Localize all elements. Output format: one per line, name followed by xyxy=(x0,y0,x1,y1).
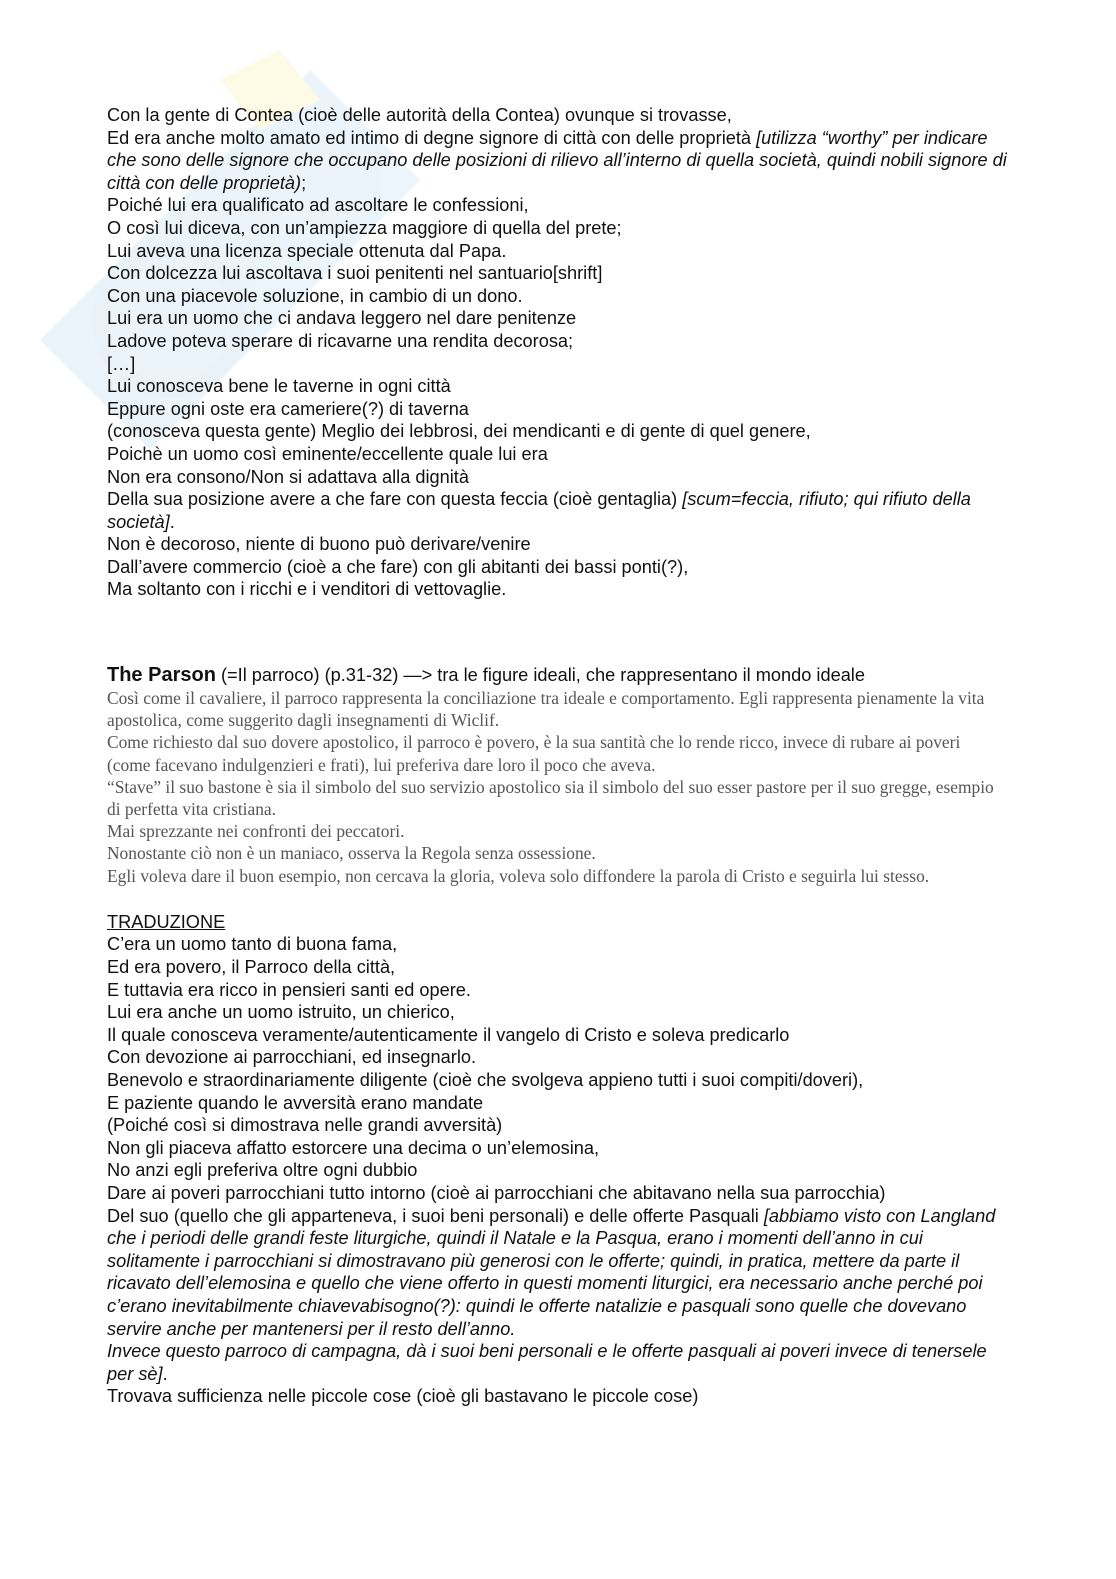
translation-line: Con devozione ai parrocchiani, ed insegnarlo. xyxy=(107,1047,477,1068)
text-line: Poichè un uomo così eminente/eccellente quale lui era xyxy=(107,443,548,464)
text-line: Non era consono/Non si adattava alla dignità xyxy=(107,466,469,487)
heading-subtitle: (=Il parroco) (p.31-32) —> tra le figure ideali, che rappresentano il mondo ideale xyxy=(215,665,865,686)
translation-line: Dare ai poveri parrocchiani tutto intorno (cioè ai parrocchiani che abitavano nella sua parrocchia) xyxy=(107,1183,886,1204)
line-tail: ; xyxy=(301,172,307,193)
translation-line: (Poiché così si dimostrava nelle grandi avversità) xyxy=(107,1115,503,1136)
text-line: Lui conosceva bene le taverne in ogni città xyxy=(107,376,451,397)
text-line: Con una piacevole soluzione, in cambio di un dono. xyxy=(107,285,523,306)
text-line: Con la gente di Contea (cioè delle autorità della Contea) ovunque si trovasse, xyxy=(107,105,732,125)
translation-line: Ed era povero, il Parroco della città, xyxy=(107,957,396,978)
translation-line: Benevolo e straordinariamente diligente (cioè che svolgeva appieno tutti i suoi compiti/doveri), xyxy=(107,1070,864,1091)
translation-line-offerings-note xyxy=(107,1340,1007,1385)
italic-note: Invece questo parroco di campagna, dà i suoi beni personali e le offerte pasquali ai poveri invece di tenersele per sè] xyxy=(107,1341,987,1384)
translation-line: Il quale conosceva veramente/autenticamente il vangelo di Cristo e soleva predicarlo xyxy=(107,1024,790,1045)
intro-paragraph: Egli voleva dare il buon esempio, non cercava la gloria, voleva solo diffondere la parola di Cristo e seguirla lui stesso. xyxy=(107,865,930,886)
text-line: Con dolcezza lui ascoltava i suoi penitenti nel santuario[shrift] xyxy=(107,263,603,284)
intro-paragraph: Nonostante ciò non è un maniaco, osserva la Regola senza ossessione. xyxy=(107,843,596,864)
intro-paragraph: “Stave” il suo bastone è sia il simbolo del suo servizio apostolico sia il simbolo del suo esser pastore per il suo gregge, esempio di perfetta vita cristiana. xyxy=(107,776,994,820)
text-line: O così lui diceva, con un’ampiezza maggiore di quella del prete; xyxy=(107,217,622,238)
translation-line-offerings xyxy=(107,1205,1007,1341)
translation-line: Lui era anche un uomo istruito, un chierico, xyxy=(107,1002,455,1023)
heading-title: The Parson xyxy=(107,664,216,687)
text-line: Ma soltanto con i ricchi e i venditori di vettovaglie. xyxy=(107,579,507,600)
text-line: Lui era un uomo che ci andava leggero nel dare penitenze xyxy=(107,308,577,329)
text-line: […] xyxy=(107,353,136,374)
document-body xyxy=(107,104,1007,1408)
translation-line: No anzi egli preferiva oltre ogni dubbio xyxy=(107,1160,418,1181)
translation-line: E paziente quando le avversità erano mandate xyxy=(107,1092,484,1113)
text-line: (conosceva questa gente) Meglio dei lebbrosi, dei mendicanti e di gente di quel genere, xyxy=(107,421,811,442)
text-line: Ladove poteva sperare di ricavarne una rendita decorosa; xyxy=(107,330,574,351)
line-tail: . xyxy=(169,511,175,532)
text-line: Dall’avere commercio (cioè a che fare) con gli abitanti dei bassi ponti(?), xyxy=(107,556,689,577)
text-line: Lui aveva una licenza speciale ottenuta dal Papa. xyxy=(107,240,507,261)
line-main: Del suo (quello che gli apparteneva, i suoi beni personali) e delle offerte Pasquali xyxy=(107,1205,764,1226)
italic-note: [scum=feccia, rifiuto; qui rifiuto della società] xyxy=(107,489,971,532)
text-line: Eppure ogni oste era cameriere(?) di taverna xyxy=(107,398,469,419)
translation-line: C’era un uomo tanto di buona fama, xyxy=(107,934,398,955)
text-line: Non è decoroso, niente di buono può derivare/venire xyxy=(107,534,531,555)
line-tail: . xyxy=(162,1363,168,1384)
text-line-loved xyxy=(107,127,1007,195)
section-heading xyxy=(107,663,1007,687)
translation-line: Trovava sufficienza nelle piccole cose (cioè gli bastavano le piccole cose) xyxy=(107,1386,699,1407)
translation-line: Non gli piaceva affatto estorcere una decima o un’elemosina, xyxy=(107,1137,600,1158)
text-line: Poiché lui era qualificato ad ascoltare le confessioni, xyxy=(107,195,529,216)
translation-heading: TRADUZIONE xyxy=(107,911,226,932)
translation-line: E tuttavia era ricco in pensieri santi ed opere. xyxy=(107,979,471,1000)
line-main: Della sua posizione avere a che fare con questa feccia (cioè gentaglia) xyxy=(107,489,683,510)
text-line-scum xyxy=(107,488,1007,533)
italic-note: [utilizza “worthy” per indicare che sono delle signore che occupano delle posizioni di rilievo all’interno di quella società, quindi nobili signore di città con delle proprietà) xyxy=(107,127,1007,193)
italic-note: [abbiamo visto con Langland che i periodi delle grandi feste liturgiche, quindi il Natale e la Pasqua, erano i momenti dell’anno in cui solitamente i parrocchiani si dimostravano più generosi con le offerte; quindi, in pratica, mettere da parte il ricavato dell’elemosina e quello che viene offerto in questi momenti liturgici, era necessario anche perché poi c’erano inevitabilmente chiavevabisogno(?): quindi le offerte natalizie e pasquali sono quelle che dovevano servire anche per mantenersi per il resto dell’anno. xyxy=(107,1205,996,1339)
intro-paragraph: Così come il cavaliere, il parroco rappresenta la conciliazione tra ideale e comportamento. Egli rappresenta pienamente la vita apostolica, come suggerito dagli insegnamenti di Wiclif. xyxy=(107,688,985,731)
intro-paragraph: Come richiesto dal suo dovere apostolico, il parroco è povero, è la sua santità che lo rende ricco, invece di rubare ai poveri (come facevano indulgenzieri e frati), lui preferiva dare loro il poco che aveva. xyxy=(107,732,961,775)
intro-paragraph: Mai sprezzante nei confronti dei peccatori. xyxy=(107,821,405,842)
line-main: Ed era anche molto amato ed intimo di degne signore di città con delle proprietà xyxy=(107,127,757,148)
